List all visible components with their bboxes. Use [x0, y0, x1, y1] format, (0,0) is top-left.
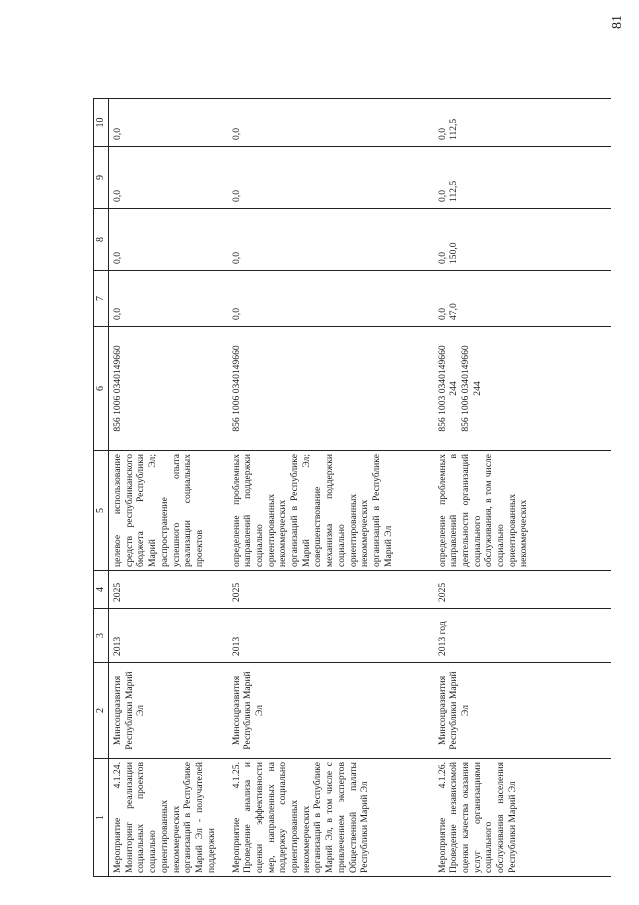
budget-code-line: 244: [448, 381, 460, 396]
column-header: 10: [94, 99, 109, 147]
column-header: 9: [94, 147, 109, 209]
value-col9: 0,0: [109, 147, 229, 209]
value-line: 0,0: [436, 190, 448, 202]
column-header: 5: [94, 451, 109, 571]
value-line: 0,0: [436, 308, 448, 320]
executor: Минсоцразвития Республики Марий Эл: [109, 663, 229, 759]
column-header: 8: [94, 209, 109, 271]
end-year: 2025: [229, 571, 435, 609]
start-year: 2013: [109, 609, 229, 663]
value-line: 150,0: [448, 242, 460, 264]
page-number: 81: [610, 15, 625, 29]
value-col8: 0,0: [109, 209, 229, 271]
budget-code-line: 856 1006 0340149660: [459, 345, 471, 432]
value-col7: 0,0: [109, 271, 229, 327]
expected-result: целевое использование средств республиканского бюджета Республики Марий Эл; распространение успешного опыта реализации социальных проектов: [109, 451, 229, 571]
budget-code: [229, 327, 435, 451]
program-activities-table: [93, 98, 611, 877]
start-year: 2013 год: [435, 609, 611, 663]
column-header: 2: [94, 663, 109, 759]
table-row: [229, 99, 435, 877]
value-line: 112,5: [448, 118, 460, 140]
executor: Минсоцразвития Республики Марий Эл: [435, 663, 611, 759]
value-col10: 0,0: [229, 99, 435, 147]
column-header: 3: [94, 609, 109, 663]
table-row: [435, 99, 611, 877]
rotated-table-frame: [86, 0, 621, 905]
column-header: 7: [94, 271, 109, 327]
budget-code-line: 856 1006 0340149660: [112, 345, 123, 432]
value-col7: 0,0: [229, 271, 435, 327]
value-col7: [435, 271, 611, 327]
expected-result: определение проблемных направлений поддержки социально ориентированных некоммерческих организаций в Республике Марий Эл; совершенствование механизма поддержки социально ориентированных некоммерческих организаций в Республике Марий Эл: [229, 451, 435, 571]
budget-code: [435, 327, 611, 451]
value-col8: 0,0: [229, 209, 435, 271]
budget-code-line: 856 1003 0340149660: [436, 345, 448, 432]
executor: Минсоцразвития Республики Марий Эл: [229, 663, 435, 759]
budget-code-line: 244: [471, 381, 483, 396]
value-col9: 0,0: [229, 147, 435, 209]
value-col10: [435, 99, 611, 147]
start-year: 2013: [229, 609, 435, 663]
value-col9: [435, 147, 611, 209]
value-line: 112,5: [448, 180, 460, 202]
end-year: 2025: [109, 571, 229, 609]
table-row: [109, 99, 229, 877]
header-row: [94, 99, 109, 877]
budget-code-line: 856 1006 0340149660: [230, 345, 242, 432]
column-header: 1: [94, 759, 109, 877]
activity-name: Мероприятие 4.1.26. Проведение независимой оценки качества оказания услуг организациями социального обслуживания населения Республики Марий Эл: [435, 759, 611, 877]
value-line: 0,0: [436, 252, 448, 264]
expected-result: определение проблемных направлений в деятельности организаций социального обслуживания, в том числе социально ориентированных некоммерческих: [435, 451, 611, 571]
budget-code: [109, 327, 229, 451]
activity-name: Мероприятие 4.1.24. Мониторинг реализации социальных проектов социально ориентированных некоммерческих организаций в Республике Марий Эл - получателей поддержки: [109, 759, 229, 877]
value-line: 0,0: [436, 128, 448, 140]
column-header: 6: [94, 327, 109, 451]
value-line: 47,0: [448, 303, 460, 320]
value-col10: 0,0: [109, 99, 229, 147]
end-year: 2025: [435, 571, 611, 609]
column-header: 4: [94, 571, 109, 609]
activity-name: Мероприятие 4.1.25. Проведение анализа и оценки эффективности мер, направленных на поддержку социально ориентированных некоммерческих организаций в Республике Марий Эл, в том числе с привлечением экспертов Общественной палаты Республики Марий Эл: [229, 759, 435, 877]
value-col8: [435, 209, 611, 271]
